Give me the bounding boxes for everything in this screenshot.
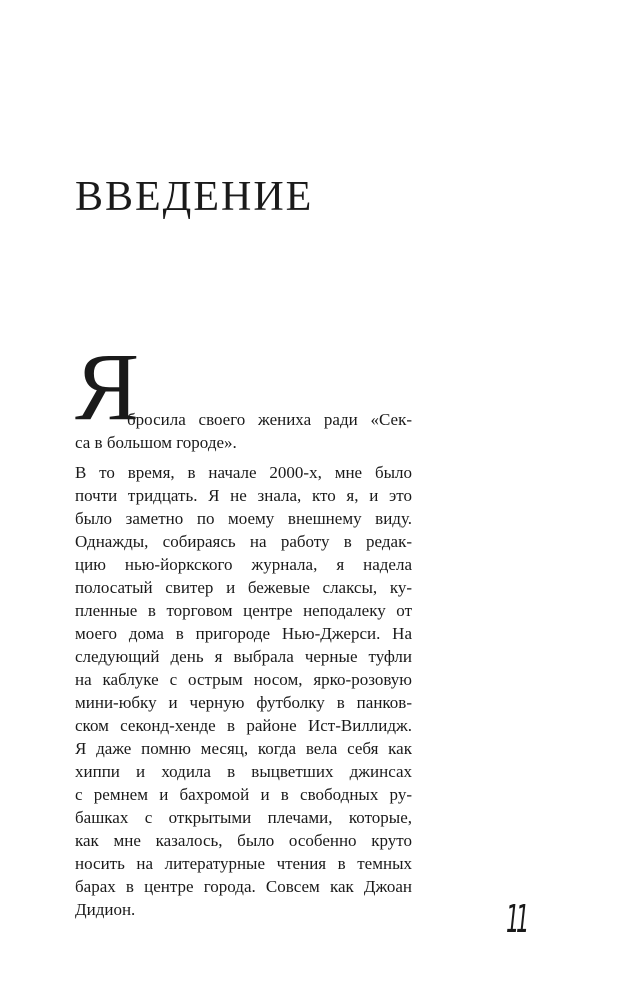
paragraph-line: ском секонд-хенде в районе Ист-Виллидж. [75,716,412,735]
paragraph [75,461,412,921]
paragraph-line: носить на литературные чтения в темных [75,854,412,873]
paragraph-line: Я даже помню месяц, когда вела себя как [75,739,412,758]
paragraph-line: хиппи и ходила в выцветших джинсах [75,762,412,781]
paragraph-line: мини-юбку и черную футболку в панков- [75,693,412,712]
paragraph-line: барах в центре города. Совсем как Джоан [75,877,412,896]
opening-paragraph [75,333,412,452]
paragraph-line: было заметно по моему внешнему виду. [75,509,412,528]
paragraph-line: цию нью-йоркского журнала, я надела [75,555,412,574]
drop-cap: Я [75,333,140,440]
body-text [75,333,412,921]
paragraph-line: Однажды, собираясь на работу в редак- [75,532,412,551]
chapter-title: ВВЕДЕНИЕ [75,174,314,220]
paragraph-line: В то время, в начале 2000-х, мне было [75,463,412,482]
paragraph-line: как мне казалось, было особенно круто [75,831,412,850]
paragraph-line: моего дома в пригороде Нью-Джерси. На [75,624,412,643]
paragraph-line: Дидион. [75,900,136,919]
opening-line-2: са в большом городе». [75,433,237,452]
paragraph-line: с ремнем и бахромой и в свободных ру- [75,785,412,804]
opening-line-1: бросила своего жениха ради «Сек- [127,410,412,429]
page-number: 11 [506,897,526,941]
paragraph-line: почти тридцать. Я не знала, кто я, и это [75,486,412,505]
paragraph-line: башках с открытыми плечами, которые, [75,808,412,827]
paragraph-line: на каблуке с острым носом, ярко-розовую [75,670,412,689]
paragraph-line: следующий день я выбрала черные туфли [75,647,412,666]
paragraph-line: полосатый свитер и бежевые слаксы, ку- [75,578,412,597]
paragraph-line: пленные в торговом центре неподалеку от [75,601,412,620]
